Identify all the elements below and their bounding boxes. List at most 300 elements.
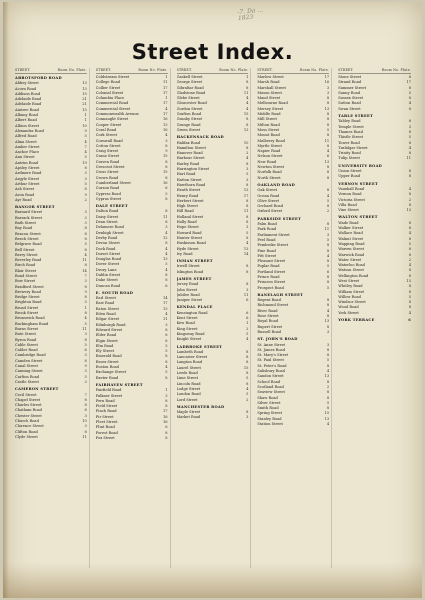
plate-reference: 2	[246, 326, 249, 331]
plate-reference: 4	[326, 253, 330, 258]
plate-reference: 3	[165, 322, 168, 327]
street-name: Cooper Street	[95, 122, 122, 127]
street-name: Sutton Road	[338, 101, 361, 106]
street-name: E. SOUTH ROAD	[95, 290, 134, 295]
street-name: Irwell Street	[176, 264, 200, 269]
street-name: King Street	[176, 326, 198, 331]
plate-reference: 3	[326, 329, 330, 334]
street-name: Castle Street	[15, 379, 39, 384]
street-name: Langton Road	[176, 360, 203, 365]
street-name: Chester Street	[15, 413, 42, 418]
street-name: Fairfield Road	[95, 388, 122, 393]
street-name: Addison Road	[15, 91, 41, 96]
street-name: Derby Road	[95, 235, 118, 240]
street-name: Peel Road	[257, 237, 276, 242]
street-name: Canal Street	[15, 364, 38, 369]
street-name: St. Mary's Street	[257, 353, 289, 358]
street-name: RANELAGH STREET	[257, 292, 304, 297]
street-name: George Street	[176, 80, 203, 85]
page-edge-shading	[3, 2, 9, 598]
plate-reference: 9	[165, 149, 168, 154]
street-name: Exeter Road	[95, 375, 119, 380]
street-name: Seaview Street	[257, 390, 285, 395]
street-name: Royal Road	[257, 319, 279, 324]
plate-reference: 5	[326, 198, 330, 203]
plate-reference: 4	[165, 230, 168, 235]
street-name: Cypress Road	[95, 191, 121, 196]
plate-reference: 4	[246, 156, 249, 161]
plate-reference: 17	[324, 75, 330, 79]
plate-reference: 4	[165, 133, 168, 138]
plate-reference: 5	[246, 230, 249, 235]
street-name: Edgar Street	[95, 317, 120, 322]
street-entry	[177, 128, 249, 133]
street-name: Essex Street	[95, 359, 119, 364]
street-name: Exchange Street	[95, 370, 127, 375]
plate-reference: 8	[246, 235, 249, 240]
plate-reference: 8	[326, 133, 330, 138]
street-name: Hamilton Street	[176, 145, 206, 150]
plate-reference: 2	[408, 257, 411, 262]
street-name: East Road	[95, 301, 115, 306]
street-name: Walnut Street	[338, 236, 364, 241]
plate-reference: 8	[165, 175, 168, 180]
street-name: Harbour Street	[176, 156, 205, 161]
street-name: Stone Street	[338, 75, 362, 79]
street-name: Douglas Road	[95, 257, 122, 262]
plate-reference: 13	[324, 319, 330, 324]
plate-reference: 4	[246, 241, 249, 246]
column-header-street: STREET.	[176, 68, 193, 72]
plate-reference: 8	[326, 324, 330, 329]
street-name: Wade Road	[338, 220, 359, 225]
street-name: Huskisson Road	[176, 241, 206, 246]
plate-reference: 11	[163, 80, 168, 85]
street-name: Denbigh Street	[95, 230, 124, 235]
plate-reference: 13	[82, 86, 87, 91]
street-name: Connaught Street	[95, 117, 129, 122]
column-header-room-plate: Room No. Plate.	[57, 68, 87, 72]
street-name: Crescent Street	[95, 165, 125, 170]
street-name: Bond Street	[15, 273, 37, 278]
street-name: Hanover Road	[176, 151, 203, 156]
street-name: School Road	[257, 379, 281, 384]
index-column-4	[257, 68, 332, 568]
plate-reference: 8	[326, 222, 330, 227]
street-entry	[15, 198, 87, 203]
plate-reference: 8	[246, 117, 249, 122]
plate-reference: 5	[84, 242, 87, 247]
street-name: WALTON STREET	[338, 215, 378, 220]
street-name: Kew Road	[176, 321, 195, 326]
street-name: Pembroke Street	[257, 243, 289, 248]
plate-reference: 8	[326, 395, 330, 400]
street-entry	[177, 398, 249, 403]
plate-reference: 5	[84, 300, 87, 305]
street-entry	[257, 422, 329, 427]
plate-reference: 4	[84, 150, 87, 155]
street-name: Ardmore Road	[15, 171, 42, 176]
plate-reference: 8	[408, 151, 411, 156]
plate-reference: 4	[326, 193, 330, 198]
street-name: Vine Street	[338, 208, 359, 213]
street-name: Coral Road	[95, 127, 117, 132]
plate-reference: 8	[408, 305, 411, 310]
street-name: Waterloo Road	[338, 263, 365, 268]
street-name: Elm Road	[95, 343, 114, 348]
street-name: Russell Road	[257, 329, 281, 334]
street-name: Barnard Street	[15, 210, 43, 215]
plate-reference: 4	[246, 101, 249, 106]
plate-reference: 8	[246, 269, 249, 274]
plate-reference: 3	[326, 232, 330, 237]
street-name: Dean Street	[95, 220, 118, 225]
street-name: Jersey Road	[176, 282, 199, 287]
plate-reference: 8	[165, 398, 168, 403]
street-name: Falkner Street	[95, 393, 123, 398]
plate-reference: 3	[84, 221, 87, 226]
street-name: Daisy Street	[95, 214, 119, 219]
plate-reference: 8	[408, 129, 411, 134]
plate-reference: 5	[165, 191, 168, 196]
street-name: Middle Road	[257, 112, 281, 117]
plate-reference: 4	[408, 310, 411, 315]
plate-reference: 8	[326, 274, 330, 279]
street-name: Craig Street	[95, 149, 119, 154]
plate-reference: 9	[84, 128, 87, 133]
plate-reference: 5	[246, 331, 249, 336]
plate-reference: 13	[82, 81, 87, 86]
street-name: Eaton Street	[95, 306, 119, 311]
street-name: Kent Street	[176, 316, 198, 321]
plate-reference: 3	[326, 90, 330, 95]
street-name: Broad Street	[15, 305, 39, 310]
plate-reference: 7	[84, 273, 87, 278]
column-header-street: STREET.	[338, 68, 354, 72]
street-name: Kingsway Road	[176, 331, 205, 336]
street-name: Alma Street	[15, 139, 37, 144]
street-entry	[15, 435, 87, 440]
street-name: Arthur Street	[15, 181, 40, 186]
street-name: Ann Street	[15, 155, 35, 160]
plate-reference: 8	[326, 280, 330, 285]
street-name: Brunswick Road	[15, 316, 45, 321]
street-name: CAMERON STREET	[15, 387, 59, 392]
street-name: Burns Street	[15, 326, 39, 331]
plate-reference: 3	[84, 424, 87, 429]
plate-reference: 4	[246, 96, 249, 101]
street-name: Leeds Road	[176, 371, 198, 376]
plate-reference: 8	[326, 96, 330, 101]
street-name: Albany Road	[15, 113, 38, 118]
column-header-street: STREET.	[257, 68, 273, 72]
plate-reference: 4	[165, 267, 168, 272]
plate-reference: 15	[324, 411, 330, 416]
column-header	[96, 68, 168, 74]
street-name: Edinburgh Road	[95, 322, 126, 327]
street-name: Blair Street	[15, 268, 37, 273]
street-name: Apsley Street	[15, 166, 40, 171]
street-name: Rupert Street	[257, 324, 283, 329]
street-name: PARKSIDE STREET	[257, 216, 302, 221]
street-name: Laurel Street	[176, 365, 201, 370]
street-name: Holly Road	[176, 220, 197, 225]
street-name: Hunter Street	[176, 235, 203, 240]
street-name: Euston Road	[95, 365, 119, 370]
plate-reference: 3	[165, 393, 168, 398]
plate-reference: 8	[246, 360, 249, 365]
street-entry	[15, 380, 87, 385]
plate-reference: 13	[243, 127, 249, 132]
plate-reference: 13	[406, 278, 411, 283]
street-name: Parliament Street	[257, 232, 290, 237]
plate-reference: 13	[163, 257, 168, 262]
plate-reference: 8	[246, 198, 249, 203]
street-name: Cyprus Street	[95, 196, 122, 201]
plate-reference: 17	[243, 193, 249, 198]
plate-reference: 8	[84, 295, 87, 300]
plate-reference: 6	[408, 318, 411, 323]
plate-reference: 8	[408, 169, 411, 174]
plate-reference: 2	[408, 197, 411, 202]
street-name: Anchor Place	[15, 150, 40, 155]
street-name: Bath Street	[15, 221, 37, 226]
plate-reference: 3	[84, 279, 87, 284]
street-name: Howard Road	[176, 230, 202, 235]
plate-reference: 8	[326, 347, 330, 352]
plate-reference: 8	[408, 226, 411, 231]
street-name: John Street	[176, 287, 198, 292]
plate-reference: 6	[165, 425, 168, 430]
street-name: St. Paul Street	[257, 358, 284, 363]
plate-reference: 5	[165, 262, 168, 267]
street-entry	[257, 330, 329, 335]
street-name: Lodge Street	[176, 386, 201, 391]
plate-reference: 5	[84, 155, 87, 160]
street-name: Mount Road	[257, 133, 280, 138]
street-entry	[177, 415, 249, 420]
plate-reference: 17	[163, 85, 168, 90]
column-header-street: STREET.	[15, 68, 31, 72]
plate-reference: 3	[84, 210, 87, 215]
street-name: River Road	[257, 308, 278, 313]
street-name: Juniper Street	[176, 298, 203, 303]
plate-reference: 8	[165, 272, 168, 277]
plate-reference: 3	[246, 415, 249, 420]
plate-reference: 13	[406, 208, 411, 213]
column-header	[338, 68, 411, 74]
plate-reference: 8	[84, 397, 87, 402]
plate-reference: 5	[408, 241, 411, 246]
plate-reference: 8	[84, 236, 87, 241]
plate-reference: 13	[163, 306, 168, 311]
street-name: Mill Street	[257, 117, 277, 122]
street-name: Maple Street	[176, 410, 201, 415]
street-name: West Street	[338, 278, 360, 283]
street-name: Flint Road	[95, 425, 115, 430]
street-name: Berry Street	[15, 252, 38, 257]
street-name: Cross Street	[95, 170, 119, 175]
street-name: Mason Street	[257, 90, 282, 95]
plate-reference: 8	[408, 85, 411, 90]
street-name: Beech Street	[15, 236, 39, 241]
street-name: Dalton Road	[95, 209, 119, 214]
street-name: Scotland Road	[257, 384, 284, 389]
plate-reference: 13	[324, 159, 330, 164]
street-entry	[257, 286, 329, 291]
plate-reference: 15	[82, 107, 87, 112]
plate-reference: 8	[246, 85, 249, 90]
street-name: Brewery Road	[15, 289, 41, 294]
plate-reference: 4	[246, 337, 249, 342]
street-name: High Street	[176, 204, 198, 209]
street-name: Emerald Road	[95, 354, 122, 359]
street-name: Charles Street	[15, 403, 42, 408]
street-name: Eden Road	[95, 312, 116, 317]
plate-reference: 5	[84, 181, 87, 186]
street-entry	[257, 176, 329, 181]
plate-reference: 5	[326, 127, 330, 132]
street-name: Commonwealth Avenue	[95, 112, 139, 117]
plate-reference: 3	[84, 379, 87, 384]
plate-reference: 21	[82, 102, 87, 107]
plate-reference: 8	[408, 192, 411, 197]
plate-reference: 8	[326, 390, 330, 395]
street-name: Dover Street	[95, 262, 120, 267]
street-name: Antrim Road	[15, 160, 39, 165]
plate-reference: 8	[165, 165, 168, 170]
plate-reference: 8	[246, 214, 249, 219]
street-name: Acorn Road	[15, 86, 37, 91]
street-name: OAKLAND ROAD	[257, 182, 296, 187]
plate-reference: 8	[326, 112, 330, 117]
street-name: Pitt Street	[257, 253, 277, 258]
plate-reference: 4	[165, 365, 168, 370]
section-heading	[338, 318, 411, 323]
plate-reference: 16	[163, 420, 168, 424]
street-name: Canning Street	[15, 369, 43, 374]
plate-reference: 16	[163, 127, 168, 132]
plate-reference: 3	[246, 167, 249, 172]
street-name: Chapel Street	[15, 397, 41, 402]
street-name: Lime Street	[176, 376, 199, 381]
plate-reference: 4	[408, 231, 411, 236]
plate-reference: 8	[326, 143, 330, 148]
street-name: Fox Street	[95, 435, 115, 440]
street-name: Duke Street	[95, 278, 118, 283]
street-name: Ely Street	[95, 349, 115, 354]
plate-reference: 5	[326, 237, 330, 242]
plate-reference: 14	[163, 296, 168, 301]
plate-reference: 4	[326, 422, 330, 426]
street-name: Bridge Street	[15, 295, 40, 300]
plate-reference: 11	[243, 292, 249, 297]
street-name: Bow Street	[15, 279, 36, 284]
plate-reference: 8	[84, 337, 87, 342]
plate-reference: 8	[84, 429, 87, 434]
plate-reference: 8	[84, 263, 87, 268]
street-name: Tower Road	[338, 140, 360, 145]
plate-reference: 8	[165, 143, 168, 148]
street-name: Willow Road	[338, 294, 361, 299]
street-name: Birch Road	[15, 263, 36, 268]
street-name: Holland Street	[176, 214, 204, 219]
street-name: Stanley Road	[257, 416, 282, 421]
plate-reference: 8	[165, 430, 168, 435]
plate-reference: 8	[326, 353, 330, 358]
street-name: Alfred Road	[15, 134, 37, 139]
street-name: Crane Street	[95, 154, 120, 159]
plate-reference: 6	[246, 310, 249, 315]
street-name: Dublin Street	[95, 272, 121, 277]
plate-reference: 15	[82, 91, 87, 96]
plate-reference: 10	[82, 419, 87, 423]
street-name: DALE STREET	[95, 204, 128, 209]
page-title: Street Index.	[131, 40, 294, 64]
street-name: New Road	[257, 159, 277, 164]
street-name: Prince Road	[257, 274, 280, 279]
street-name: KENDAL PLACE	[176, 305, 213, 310]
plate-reference: 8	[326, 122, 330, 127]
street-name: Dorset Street	[95, 251, 121, 256]
street-name: Wallace Road	[338, 231, 363, 236]
plate-reference: 3	[84, 369, 87, 374]
street-name: Hill Road	[176, 209, 194, 214]
street-name: Sussex Street	[338, 96, 364, 101]
street-name: Barrack Street	[15, 215, 43, 220]
plate-reference: 16	[163, 414, 168, 419]
street-name: Church Road	[15, 419, 39, 423]
street-name: Wellington Road	[338, 273, 369, 278]
plate-reference: 2	[246, 151, 249, 156]
plate-reference: 8	[408, 284, 411, 289]
plate-reference: 1	[84, 305, 87, 310]
street-name: Pine Road	[257, 248, 276, 253]
plate-reference: 1	[165, 96, 168, 101]
plate-reference: 8	[84, 358, 87, 363]
plate-reference: 11	[163, 214, 168, 219]
street-name: Adelaide Road	[15, 97, 42, 102]
street-name: Thames Road	[338, 129, 363, 134]
plate-reference: 19	[82, 160, 87, 165]
plate-reference: 8	[326, 117, 330, 122]
street-name: Avon Road	[15, 192, 35, 197]
street-name: Upper Road	[338, 174, 361, 179]
street-name: Amber Street	[15, 144, 40, 149]
street-name: Brook Street	[15, 311, 39, 316]
street-name: Summer Street	[338, 85, 367, 90]
plate-reference: 8	[246, 122, 249, 127]
plate-reference: 8	[408, 268, 411, 273]
street-name: LADBROKE STREET	[176, 344, 223, 349]
street-name: ABBOTSFORD ROAD	[15, 76, 62, 80]
plate-reference: 3	[246, 287, 249, 292]
street-name: Watson Street	[338, 268, 364, 273]
plate-reference: 1	[84, 113, 87, 118]
street-name: Mulberry Road	[257, 138, 285, 143]
street-name: Melbourne Road	[257, 101, 288, 106]
plate-reference: 8	[246, 161, 249, 166]
street-entry	[96, 284, 168, 289]
street-name: Warwick Road	[338, 252, 365, 257]
plate-reference: 1	[84, 118, 87, 123]
plate-reference: 13	[324, 374, 330, 379]
street-name: Cambridge Road	[15, 353, 46, 358]
street-name: Glebe Street	[176, 96, 200, 101]
street-name: FAIRHAVEN STREET	[95, 382, 143, 387]
street-name: Harrington Street	[176, 167, 210, 172]
plate-reference: 17	[163, 90, 168, 95]
